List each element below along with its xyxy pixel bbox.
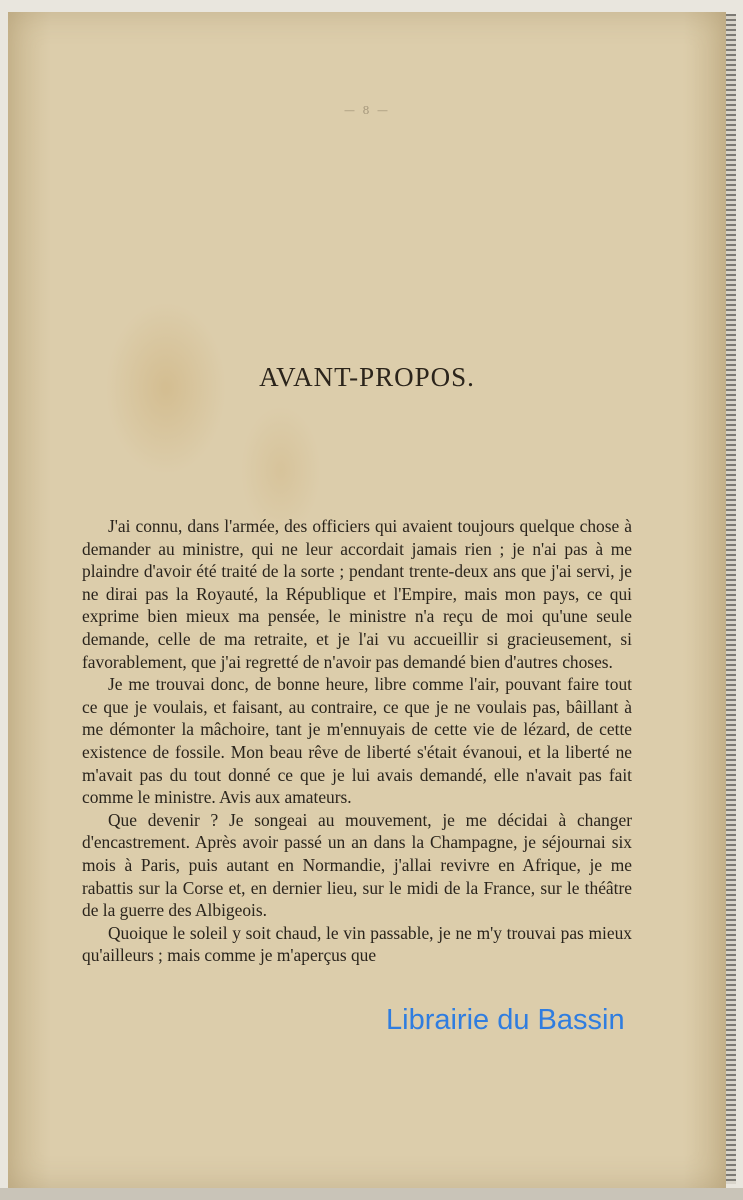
paragraph-4: Quoique le soleil y soit chaud, le vin passable, je ne m'y trouvai pas mieux qu'ailleurs ; mais comme je m'aperçus que xyxy=(82,922,632,966)
page-title: AVANT-PROPOS. xyxy=(259,362,475,392)
body-text xyxy=(82,515,632,967)
paragraph-2: Je me trouvai donc, de bonne heure, libre comme l'air, pouvant faire tout ce que je voulais, et faisant, au contraire, ce que je ne voulais pas, bâillant à me démonter la mâchoire, tant je m'ennuyais de cette vie de lézard, de cette existence de fossile. Mon beau rêve de liberté s'était évanoui, et la liberté ne m'avait pas du tout donné ce que je lui avais demandé, elle n'avait pas fait comme le ministre. Avis aux amateurs. xyxy=(82,674,632,808)
paragraph-1: J'ai connu, dans l'armée, des officiers qui avaient toujours quelque chose à demander au ministre, qui ne leur accordait jamais rien ; je n'ai pas à me plaindre d'avoir été traité de la sorte ; pendant trente-deux ans que j'ai servi, je ne dirai pas la Royauté, la République et l'Empire, mais mon pays, ce qui exprime bien mieux ma pensée, le ministre n'a reçu de moi qu'une seule demande, celle de ma retraite, et je l'ai vu accueillir si gracieusement, si favorablement, que j'ai regretté de n'avoir pas demandé bien d'autres choses. xyxy=(82,516,632,672)
running-head: — 8 — xyxy=(344,104,390,117)
page-stack-edge xyxy=(726,14,736,1184)
bottom-strip xyxy=(0,1188,743,1200)
paragraph-3: Que devenir ? Je songeai au mouvement, je me décidai à changer d'encastrement. Après avoir passé un an dans la Champagne, je séjournai six mois à Paris, puis autant en Normandie, j'allai revivre en Afrique, je me rabattis sur la Corse et, en dernier lieu, sur le midi de la France, sur le théâtre de la guerre des Albigeois. xyxy=(82,809,632,921)
watermark: Librairie du Bassin xyxy=(386,1004,625,1036)
